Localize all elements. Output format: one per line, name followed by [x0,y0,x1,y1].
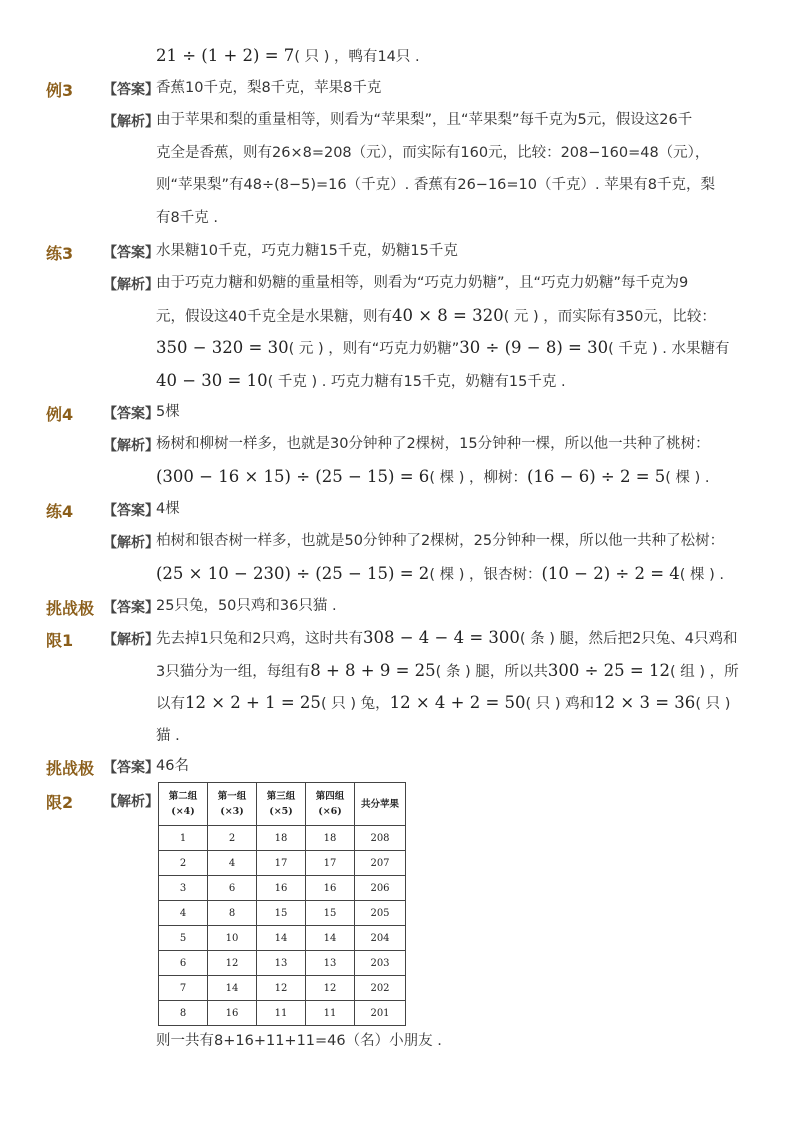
analysis-line: 则“苹果梨”有48÷(8−5)=16（千克）. 香蕉有26−16=10（千克）. 苹果有8千克，梨 [156,177,715,193]
example-3-answer: 香蕉10千克，梨8千克，苹果8千克 [156,80,382,96]
table-cell: 206 [355,876,406,901]
practice-3-answer-label: 【答案】 [103,245,159,261]
table-header-cell: 第二组 (×4) [159,783,208,826]
table-header-cell: 第四组 (×6) [306,783,355,826]
table-cell: 12 [257,976,306,1001]
table-cell: 203 [355,951,406,976]
practice-4-tag: 练4 [46,502,74,521]
table-cell: 7 [159,976,208,1001]
practice-3-analysis-label: 【解析】 [103,277,159,293]
equation: 40 − 30 = 10 [156,370,268,390]
table-cell: 5 [159,926,208,951]
table-cell: 2 [159,851,208,876]
table-cell: 205 [355,901,406,926]
table-row [159,951,406,976]
table-cell: 6 [208,876,257,901]
challenge-1-analysis-label: 【解析】 [103,632,159,648]
analysis-line: 有8千克 . [156,209,218,226]
analysis-line: 猫 . [156,727,180,744]
example-4-analysis-label: 【解析】 [103,438,159,454]
table-cell: 13 [306,951,355,976]
top-continuation-line [156,40,716,73]
table-cell: 1 [159,826,208,851]
table-row [159,851,406,876]
table-cell: 202 [355,976,406,1001]
challenge-2-answer: 46名 [156,758,189,774]
equation: (16 − 6) ÷ 2 = 5 [526,466,666,486]
challenge-1-answer-label: 【答案】 [103,600,159,616]
table-cell: 12 [208,951,257,976]
example-4-answer: 5棵 [156,404,180,420]
table-cell: 208 [355,826,406,851]
analysis-line: (25 × 10 − 230) ÷ (25 − 15) = 2( 棵 ) ，银杏树：(10 − 2) ÷ 2 = 4( 棵 ) . [156,563,725,583]
example-3-tag: 例3 [46,81,74,100]
practice-4-answer-label: 【答案】 [103,503,159,519]
practice-4-analysis [156,525,725,590]
table-cell: 204 [355,926,406,951]
analysis-line: 由于苹果和梨的重量相等，则看为“苹果梨”，且“苹果梨”每千克为5元，假设这26千 [156,112,693,128]
top-equation: 21 ÷ (1 + 2) = 7 [156,46,295,65]
challenge-1-analysis [156,622,739,752]
table-cell: 201 [355,1001,406,1026]
table-cell: 12 [306,976,355,1001]
example-4-analysis [156,428,716,493]
analysis-line: 由于巧克力糖和奶糖的重量相等，则看为“巧克力奶糖”，且“巧克力奶糖”每千克为9 [156,275,689,291]
table-cell: 16 [306,876,355,901]
table-cell: 4 [159,901,208,926]
table-cell: 207 [355,851,406,876]
example-4-tag: 例4 [46,405,74,424]
equation: 8 + 8 + 9 = 25 [310,660,436,680]
table-cell: 14 [208,976,257,1001]
challenge-1-tag-line1: 挑战极 [46,599,95,618]
equation: 350 − 320 = 30 [156,338,289,357]
analysis-line: 柏树和银杏树一样多，也就是50分钟种了2棵树，25分钟种一棵，所以他一共种了松树： [156,533,725,549]
analysis-line: 以有12 × 2 + 1 = 25( 只 ) 兔，12 × 4 + 2 = 50( 只 ) 鸡和12 × 3 = 36( 只 ) [156,693,731,712]
table-header-cell: 第一组 (×3) [208,783,257,826]
practice-3-tag: 练3 [46,244,74,263]
table-cell: 11 [257,1001,306,1026]
table-cell: 18 [257,826,306,851]
analysis-line: (300 − 16 × 15) ÷ (25 − 15) = 6( 棵 ) ，柳树：(16 − 6) ÷ 2 = 5( 棵 ) . [156,466,710,486]
analysis-line: 40 − 30 = 10( 千克 ) . 巧克力糖有15千克，奶糖有15千克 . [156,370,566,390]
table-header-cell: 共分苹果 [355,783,406,826]
table-cell: 16 [257,876,306,901]
challenge-2-answer-label: 【答案】 [103,760,159,776]
table-header-row [159,783,406,826]
table-cell: 4 [208,851,257,876]
challenge-2-tag-line2: 限2 [46,793,74,812]
practice-4-analysis-label: 【解析】 [103,535,159,551]
table-row [159,826,406,851]
table-row [159,926,406,951]
analysis-line: 元，假设这40千克全是水果糖，则有40 × 8 = 320( 元 ) ，而实际有350元，比较： [156,305,716,325]
table-row [159,1001,406,1026]
analysis-line: 杨树和柳树一样多，也就是30分钟种了2棵树，15分钟种一棵，所以他一共种了桃树： [156,436,710,452]
challenge-1-tag-line2: 限1 [46,631,74,650]
equation: 12 × 3 = 36 [594,693,696,712]
equation: 12 × 2 + 1 = 25 [185,693,321,712]
example-3-analysis-label: 【解析】 [103,114,159,130]
table-row [159,901,406,926]
table-cell: 14 [306,926,355,951]
example-3-analysis [156,104,716,234]
practice-3-answer: 水果糖10千克，巧克力糖15千克，奶糖15千克 [156,243,458,259]
equation: 308 − 4 − 4 = 300 [362,628,520,647]
equation: 30 ÷ (9 − 8) = 30 [459,338,609,357]
challenge-2-tag-line1: 挑战极 [46,759,95,778]
table-header-cell: 第三组 (×5) [257,783,306,826]
equation: 12 × 4 + 2 = 50 [389,693,526,712]
example-4-answer-label: 【答案】 [103,406,159,422]
practice-4-answer: 4棵 [156,501,180,517]
challenge-2-conclusion: 则一共有8+16+11+11=46（名）小朋友 . [156,1033,442,1049]
analysis-line: 克全是香蕉，则有26×8=208（元），而实际有160元，比较：208−160=48（元）， [156,144,710,161]
table-cell: 3 [159,876,208,901]
table-cell: 15 [306,901,355,926]
equation: 300 ÷ 25 = 12 [547,660,670,680]
table-cell: 10 [208,926,257,951]
table-cell: 11 [306,1001,355,1026]
table-cell: 2 [208,826,257,851]
equation: (25 × 10 − 230) ÷ (25 − 15) = 2 [156,563,430,583]
example-3-answer-label: 【答案】 [103,82,159,98]
grouping-table [158,782,406,1026]
table-cell: 6 [159,951,208,976]
table-row [159,876,406,901]
challenge-2-analysis-label: 【解析】 [103,794,159,810]
table-cell: 8 [159,1001,208,1026]
practice-3-analysis [156,267,730,397]
table-cell: 16 [208,1001,257,1026]
equation: (10 − 2) ÷ 2 = 4 [541,563,680,583]
table-cell: 17 [306,851,355,876]
table-cell: 13 [257,951,306,976]
table-cell: 18 [306,826,355,851]
top-line-text: ( 只 ) ，鸭有14只 . [294,49,420,65]
analysis-line: 先去掉1只兔和2只鸡，这时共有308 − 4 − 4 = 300( 条 ) 腿，然后把2只兔、4只鸡和 [156,628,738,647]
analysis-line: 350 − 320 = 30( 元 ) ，则有“巧克力奶糖”30 ÷ (9 − 8) = 30( 千克 ) . 水果糖有 [156,338,730,357]
equation: 40 × 8 = 320 [391,305,504,325]
table-cell: 15 [257,901,306,926]
table-cell: 17 [257,851,306,876]
analysis-line: 3只猫分为一组，每组有8 + 8 + 9 = 25( 条 ) 腿，所以共300 ÷ 25 = 12( 组 ) ，所 [156,660,739,680]
table-row [159,976,406,1001]
table-cell: 14 [257,926,306,951]
challenge-1-answer: 25只兔，50只鸡和36只猫 . [156,598,337,614]
table-cell: 8 [208,901,257,926]
equation: (300 − 16 × 15) ÷ (25 − 15) = 6 [156,466,430,486]
